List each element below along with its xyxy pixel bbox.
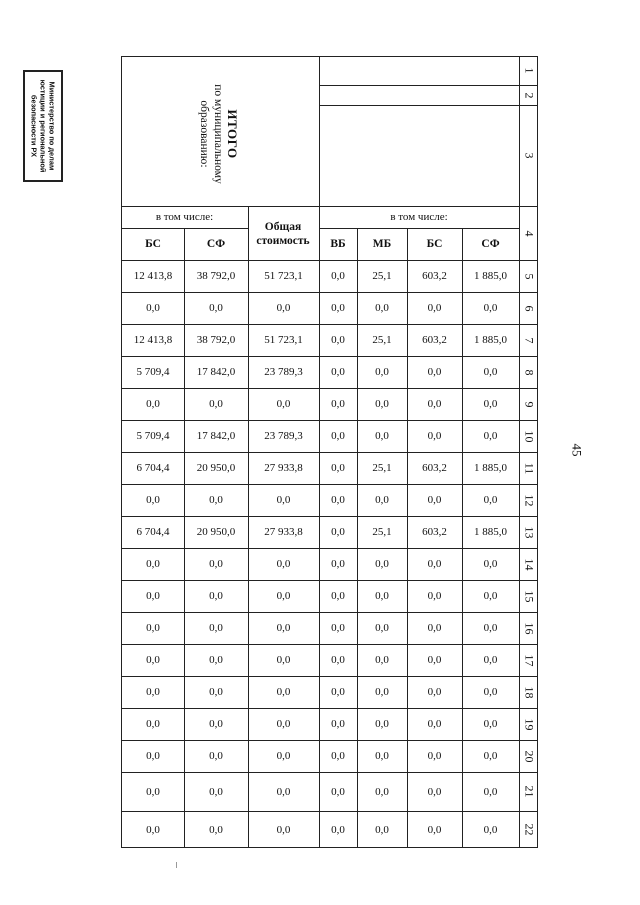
table-cell: 0,0	[483, 750, 498, 762]
table-cell: 0,0	[146, 750, 160, 762]
table-cell: 6 704,4	[136, 526, 170, 538]
table-cell: 0,0	[331, 430, 345, 442]
table-cell: 0,0	[331, 526, 345, 538]
table-cell: 0,0	[375, 494, 389, 506]
stamp-line-3: безопасности РХ	[29, 94, 39, 158]
table-cell: 0,0	[209, 785, 223, 798]
table-cell: 0,0	[331, 718, 345, 730]
row-number-text: 8	[522, 369, 536, 375]
table-cell: 0,0	[375, 654, 389, 666]
col-header-sf: СФ	[206, 238, 226, 250]
col-header-right: МБ	[372, 238, 392, 250]
row-number	[519, 811, 538, 848]
table-cell: 0,0	[427, 654, 442, 666]
total-cost-label	[248, 208, 318, 260]
table-cell: 51 723,1	[264, 270, 303, 282]
table-cell: 0,0	[331, 622, 345, 634]
title-total: ИТОГО	[225, 109, 240, 159]
table-cell: 0,0	[375, 785, 389, 798]
table-cell: 0,0	[375, 302, 389, 314]
table-cell: 0,0	[427, 302, 442, 314]
stamp-line-2: юстиции и региональной	[38, 79, 48, 173]
table-cell: 0,0	[209, 590, 223, 602]
table-cell: 0,0	[331, 462, 345, 474]
table-cell: 0,0	[276, 718, 291, 730]
table-cell: 0,0	[331, 302, 345, 314]
table-cell: 0,0	[427, 494, 442, 506]
table-cell: 0,0	[427, 622, 442, 634]
table-cell: 17 842,0	[196, 430, 236, 442]
col-header-right: СФ	[481, 238, 500, 250]
column-number-text: 3	[522, 152, 536, 159]
total-label-2: стоимость	[256, 235, 310, 247]
row-number	[519, 580, 538, 612]
grid-line	[122, 228, 248, 229]
table-cell: 0,0	[146, 302, 160, 314]
table-cell: 0,0	[146, 558, 160, 570]
column-number-text: 1	[522, 67, 536, 74]
table-cell: 0,0	[146, 718, 160, 730]
row-number-text: 11	[522, 462, 536, 474]
registration-stamp	[23, 70, 63, 182]
column-number-text: 4	[522, 230, 536, 236]
row-number	[519, 740, 538, 772]
table-cell: 0,0	[483, 823, 498, 836]
row-number	[519, 708, 538, 740]
table-cell: 27 933,8	[264, 462, 303, 474]
table-cell: 0,0	[483, 494, 498, 506]
row-number-text: 19	[522, 718, 536, 730]
table-cell: 25,1	[372, 526, 392, 538]
table-cell: 0,0	[331, 590, 345, 602]
table-cell: 0,0	[427, 590, 442, 602]
table-cell: 0,0	[483, 366, 498, 378]
table-cell: 0,0	[375, 718, 389, 730]
table-cell: 6 704,4	[136, 462, 170, 474]
grid-line	[319, 228, 519, 229]
row-number	[519, 772, 538, 811]
table-cell: 0,0	[427, 750, 442, 762]
table-cell: 0,0	[483, 302, 498, 314]
table-cell: 27 933,8	[264, 526, 303, 538]
scan-mark	[176, 862, 177, 868]
table-cell: 0,0	[483, 622, 498, 634]
table-cell: 1 885,0	[474, 270, 507, 282]
table-cell: 0,0	[276, 558, 291, 570]
table-cell: 51 723,1	[264, 334, 303, 346]
table-cell: 25,1	[372, 270, 392, 282]
table-cell: 0,0	[209, 718, 223, 730]
table-cell: 23 789,3	[264, 366, 303, 378]
table-cell: 0,0	[276, 398, 291, 410]
column-number	[519, 105, 538, 206]
table-cell: 0,0	[483, 718, 498, 730]
table-cell: 0,0	[146, 590, 160, 602]
table-cell: 0,0	[483, 590, 498, 602]
row-number	[519, 452, 538, 484]
table-title	[158, 70, 278, 198]
table-cell: 0,0	[276, 302, 291, 314]
grid-line	[319, 85, 538, 86]
total-label-1: Общая	[264, 221, 302, 233]
row-number	[519, 484, 538, 516]
table-cell: 0,0	[427, 823, 442, 836]
table-cell: 1 885,0	[474, 334, 507, 346]
row-number	[519, 612, 538, 644]
group1-label: в том числе:	[155, 211, 214, 223]
column-number	[519, 85, 538, 105]
table-cell: 0,0	[331, 785, 345, 798]
row-number	[519, 516, 538, 548]
table-cell: 0,0	[331, 823, 345, 836]
table-cell: 0,0	[483, 398, 498, 410]
table-cell: 0,0	[331, 334, 345, 346]
table-cell: 17 842,0	[196, 366, 236, 378]
table-cell: 0,0	[146, 686, 160, 698]
table-cell: 0,0	[375, 558, 389, 570]
table-cell: 23 789,3	[264, 430, 303, 442]
table-cell: 0,0	[331, 398, 345, 410]
row-number-text: 10	[522, 430, 536, 442]
table-cell: 0,0	[146, 654, 160, 666]
table-cell: 0,0	[375, 366, 389, 378]
row-number-text: 15	[522, 590, 536, 602]
table-cell: 0,0	[276, 494, 291, 506]
table-cell: 0,0	[427, 430, 442, 442]
table-cell: 20 950,0	[196, 526, 236, 538]
table-cell: 0,0	[209, 654, 223, 666]
column-number-text: 2	[522, 92, 536, 98]
table-cell: 0,0	[331, 494, 345, 506]
table-cell: 0,0	[146, 398, 160, 410]
row-number	[519, 644, 538, 676]
table-cell: 0,0	[375, 398, 389, 410]
table-cell: 38 792,0	[196, 270, 236, 282]
table-cell: 0,0	[331, 654, 345, 666]
table-cell: 0,0	[209, 622, 223, 634]
table-cell: 0,0	[276, 785, 291, 798]
table-cell: 38 792,0	[196, 334, 236, 346]
table-cell: 0,0	[276, 750, 291, 762]
table-cell: 0,0	[209, 494, 223, 506]
table-cell: 0,0	[427, 785, 442, 798]
table-cell: 0,0	[375, 686, 389, 698]
table-cell: 12 413,8	[133, 270, 173, 282]
table-cell: 0,0	[483, 686, 498, 698]
table-cell: 603,2	[422, 462, 447, 474]
table-cell: 0,0	[209, 558, 223, 570]
grid-line	[519, 206, 538, 207]
column-number	[519, 56, 538, 85]
table-cell: 0,0	[276, 823, 291, 836]
table-cell: 0,0	[375, 430, 389, 442]
col-header-right: ВБ	[330, 238, 346, 250]
table-cell: 603,2	[422, 526, 447, 538]
col-header-bs: БС	[145, 238, 161, 250]
table-cell: 0,0	[483, 430, 498, 442]
table-cell: 603,2	[422, 270, 447, 282]
table-cell: 0,0	[483, 785, 498, 798]
table-cell: 0,0	[209, 398, 223, 410]
row-number-text: 6	[522, 305, 536, 311]
table-cell: 0,0	[209, 686, 223, 698]
row-number-text: 13	[522, 526, 536, 538]
table-cell: 0,0	[146, 622, 160, 634]
table-cell: 5 709,4	[136, 366, 170, 378]
table-cell: 25,1	[372, 334, 392, 346]
row-number-text: 16	[522, 622, 536, 634]
table-cell: 0,0	[483, 558, 498, 570]
grid-line	[121, 206, 519, 207]
row-number-text: 9	[522, 401, 536, 407]
table-cell: 0,0	[427, 366, 442, 378]
row-number-text: 12	[522, 494, 536, 506]
row-number	[519, 676, 538, 708]
table-cell: 0,0	[146, 823, 160, 836]
table-cell: 0,0	[331, 558, 345, 570]
table-cell: 0,0	[146, 494, 160, 506]
stamp-line-1: Министерство по делам	[47, 81, 57, 171]
grid-line	[319, 105, 538, 106]
col-header-right: БС	[426, 238, 443, 250]
table-cell: 603,2	[422, 334, 447, 346]
row-number-text: 7	[522, 337, 536, 343]
row-number-text: 14	[522, 558, 536, 570]
table-cell: 0,0	[331, 750, 345, 762]
title-line-1: по муниципальному	[212, 84, 224, 184]
row-number	[519, 548, 538, 580]
table-cell: 0,0	[331, 366, 345, 378]
row-number	[519, 260, 538, 292]
row-number-text: 5	[522, 273, 536, 279]
table-cell: 0,0	[375, 750, 389, 762]
table-cell: 1 885,0	[474, 526, 507, 538]
table-cell: 25,1	[372, 462, 392, 474]
row-number	[519, 388, 538, 420]
table-cell: 20 950,0	[196, 462, 236, 474]
table-cell: 0,0	[375, 622, 389, 634]
row-number-text: 20	[522, 750, 536, 762]
table-cell: 0,0	[276, 622, 291, 634]
table-cell: 0,0	[276, 686, 291, 698]
table-cell: 5 709,4	[136, 430, 170, 442]
table-cell: 0,0	[483, 654, 498, 666]
table-cell: 0,0	[209, 823, 223, 836]
row-number-text: 22	[522, 823, 536, 836]
table-cell: 0,0	[146, 785, 160, 798]
table-cell: 0,0	[331, 270, 345, 282]
column-number	[519, 206, 538, 260]
table-cell: 0,0	[427, 718, 442, 730]
row-number-text: 18	[522, 686, 536, 698]
row-number	[519, 356, 538, 388]
row-number	[519, 292, 538, 324]
row-number	[519, 420, 538, 452]
table-cell: 0,0	[427, 398, 442, 410]
page-number: 45	[569, 443, 585, 457]
table-cell: 0,0	[427, 558, 442, 570]
row-number-text: 17	[522, 654, 536, 666]
table-cell: 0,0	[427, 686, 442, 698]
table-cell: 12 413,8	[133, 334, 173, 346]
table-cell: 1 885,0	[474, 462, 507, 474]
row-number	[519, 324, 538, 356]
row-number-text: 21	[522, 785, 536, 798]
table-cell: 0,0	[331, 686, 345, 698]
table-cell: 0,0	[276, 590, 291, 602]
group2-label: в том числе:	[390, 211, 448, 223]
title-line-2: образованию:	[198, 100, 210, 168]
table-cell: 0,0	[375, 823, 389, 836]
table-cell: 0,0	[209, 302, 223, 314]
table-cell: 0,0	[375, 590, 389, 602]
table-cell: 0,0	[276, 654, 291, 666]
table-cell: 0,0	[209, 750, 223, 762]
